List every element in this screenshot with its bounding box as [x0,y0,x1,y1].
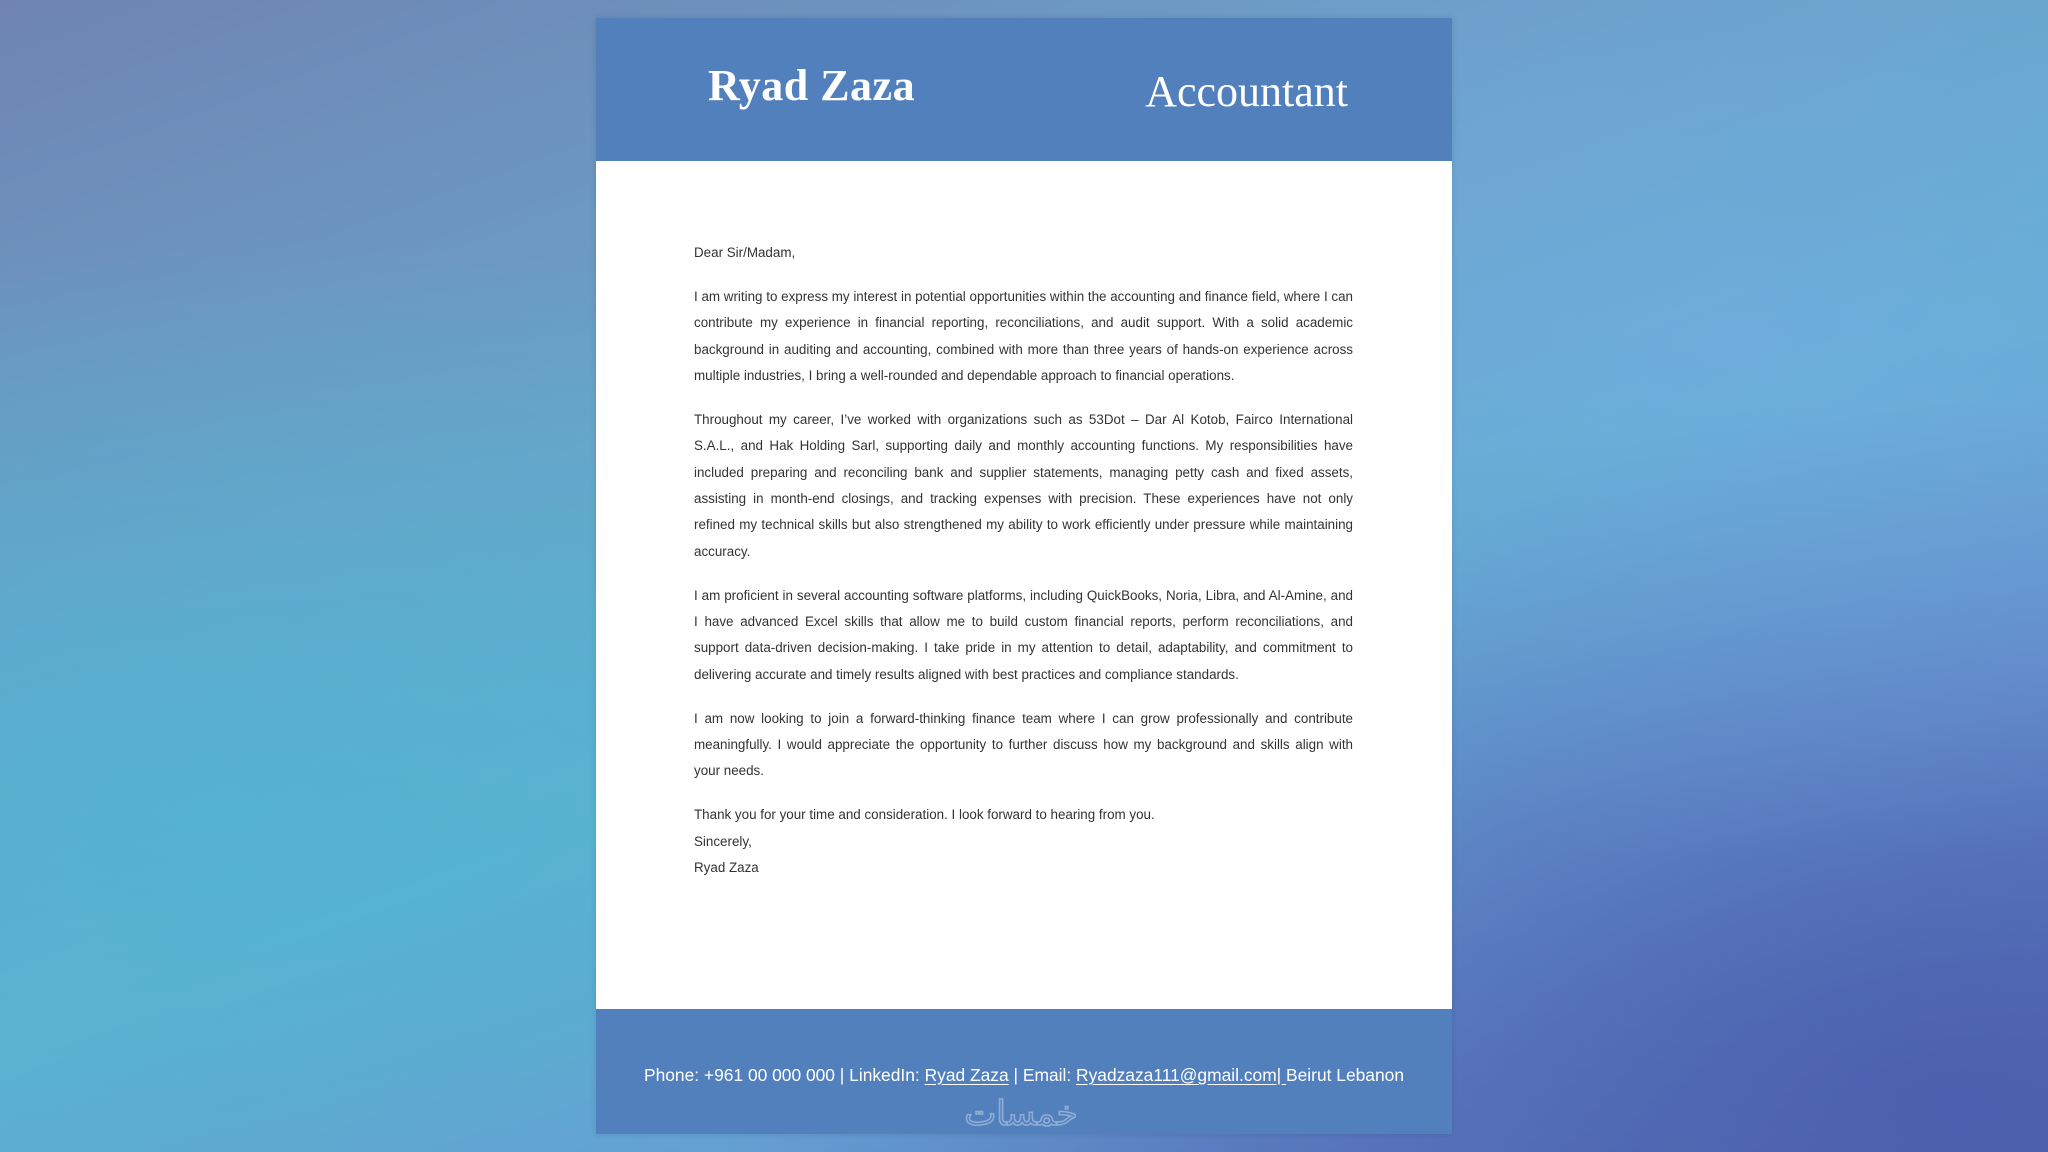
watermark-text: خمسات [964,1094,1078,1133]
salutation: Dear Sir/Madam, [694,245,796,260]
signature: Ryad Zaza [694,860,759,876]
cover-letter-page [596,18,1452,1134]
header-band [596,18,1452,161]
paragraph-goals: I am now looking to join a forward-thinking finance team where I can grow professionally and contribute meaningfully. I would appreciate the opportunity to further discuss how my background and skills align with your needs. [694,710,1353,779]
paragraph-experience: Throughout my career, I’ve worked with organizations such as 53Dot – Dar Al Kotob, Fairco International S.A.L., and Hak Holding Sarl, supporting daily and monthly accounting functions. My responsibilities have included preparing and reconciling bank and supplier statements, managing petty cash and fixed assets, assisting in month-end closings, and tracking expenses with precision. These experiences have not only refined my technical skills but also strengthened my ability to work efficiently under pressure while maintaining accuracy. [694,411,1353,559]
paragraph-intro: I am writing to express my interest in potential opportunities within the accounting and finance field, where I can contribute my experience in financial reporting, reconciliations, and audit support. With a solid academic background in auditing and accounting, combined with more than three years of hands-on experience across multiple industries, I bring a well-rounded and dependable approach to financial operations. [694,288,1353,384]
email-label: | Email: [1008,1065,1077,1085]
phone-text: Phone: +961 00 000 000 | LinkedIn: [643,1065,925,1085]
letter-body [694,240,1353,881]
paragraph-skills: I am proficient in several accounting software platforms, including QuickBooks, Noria, Libra, and Al-Amine, and I have advanced Excel skills that allow me to build custom financial reports, perform reconciliations, and support data-driven decision-making. I take pride in my attention to detail, adaptability, and commitment to delivering accurate and timely results aligned with best practices and compliance standards. [694,587,1353,682]
contact-line [596,1065,1452,1086]
footer-band [596,1009,1452,1134]
signoff: Sincerely, [694,833,752,849]
thanks-line: Thank you for your time and consideration. I look forward to hearing from you. [694,807,1155,823]
location-text: Beirut Lebanon [1286,1065,1404,1085]
applicant-name: Ryad Zaza [708,61,916,110]
khamsat-watermark-logo [896,1093,1146,1133]
linkedin-link[interactable]: Ryad Zaza [924,1065,1009,1085]
job-title: Accountant [1145,67,1348,116]
email-link[interactable]: Ryadzaza111@gmail.com| [1076,1065,1287,1085]
